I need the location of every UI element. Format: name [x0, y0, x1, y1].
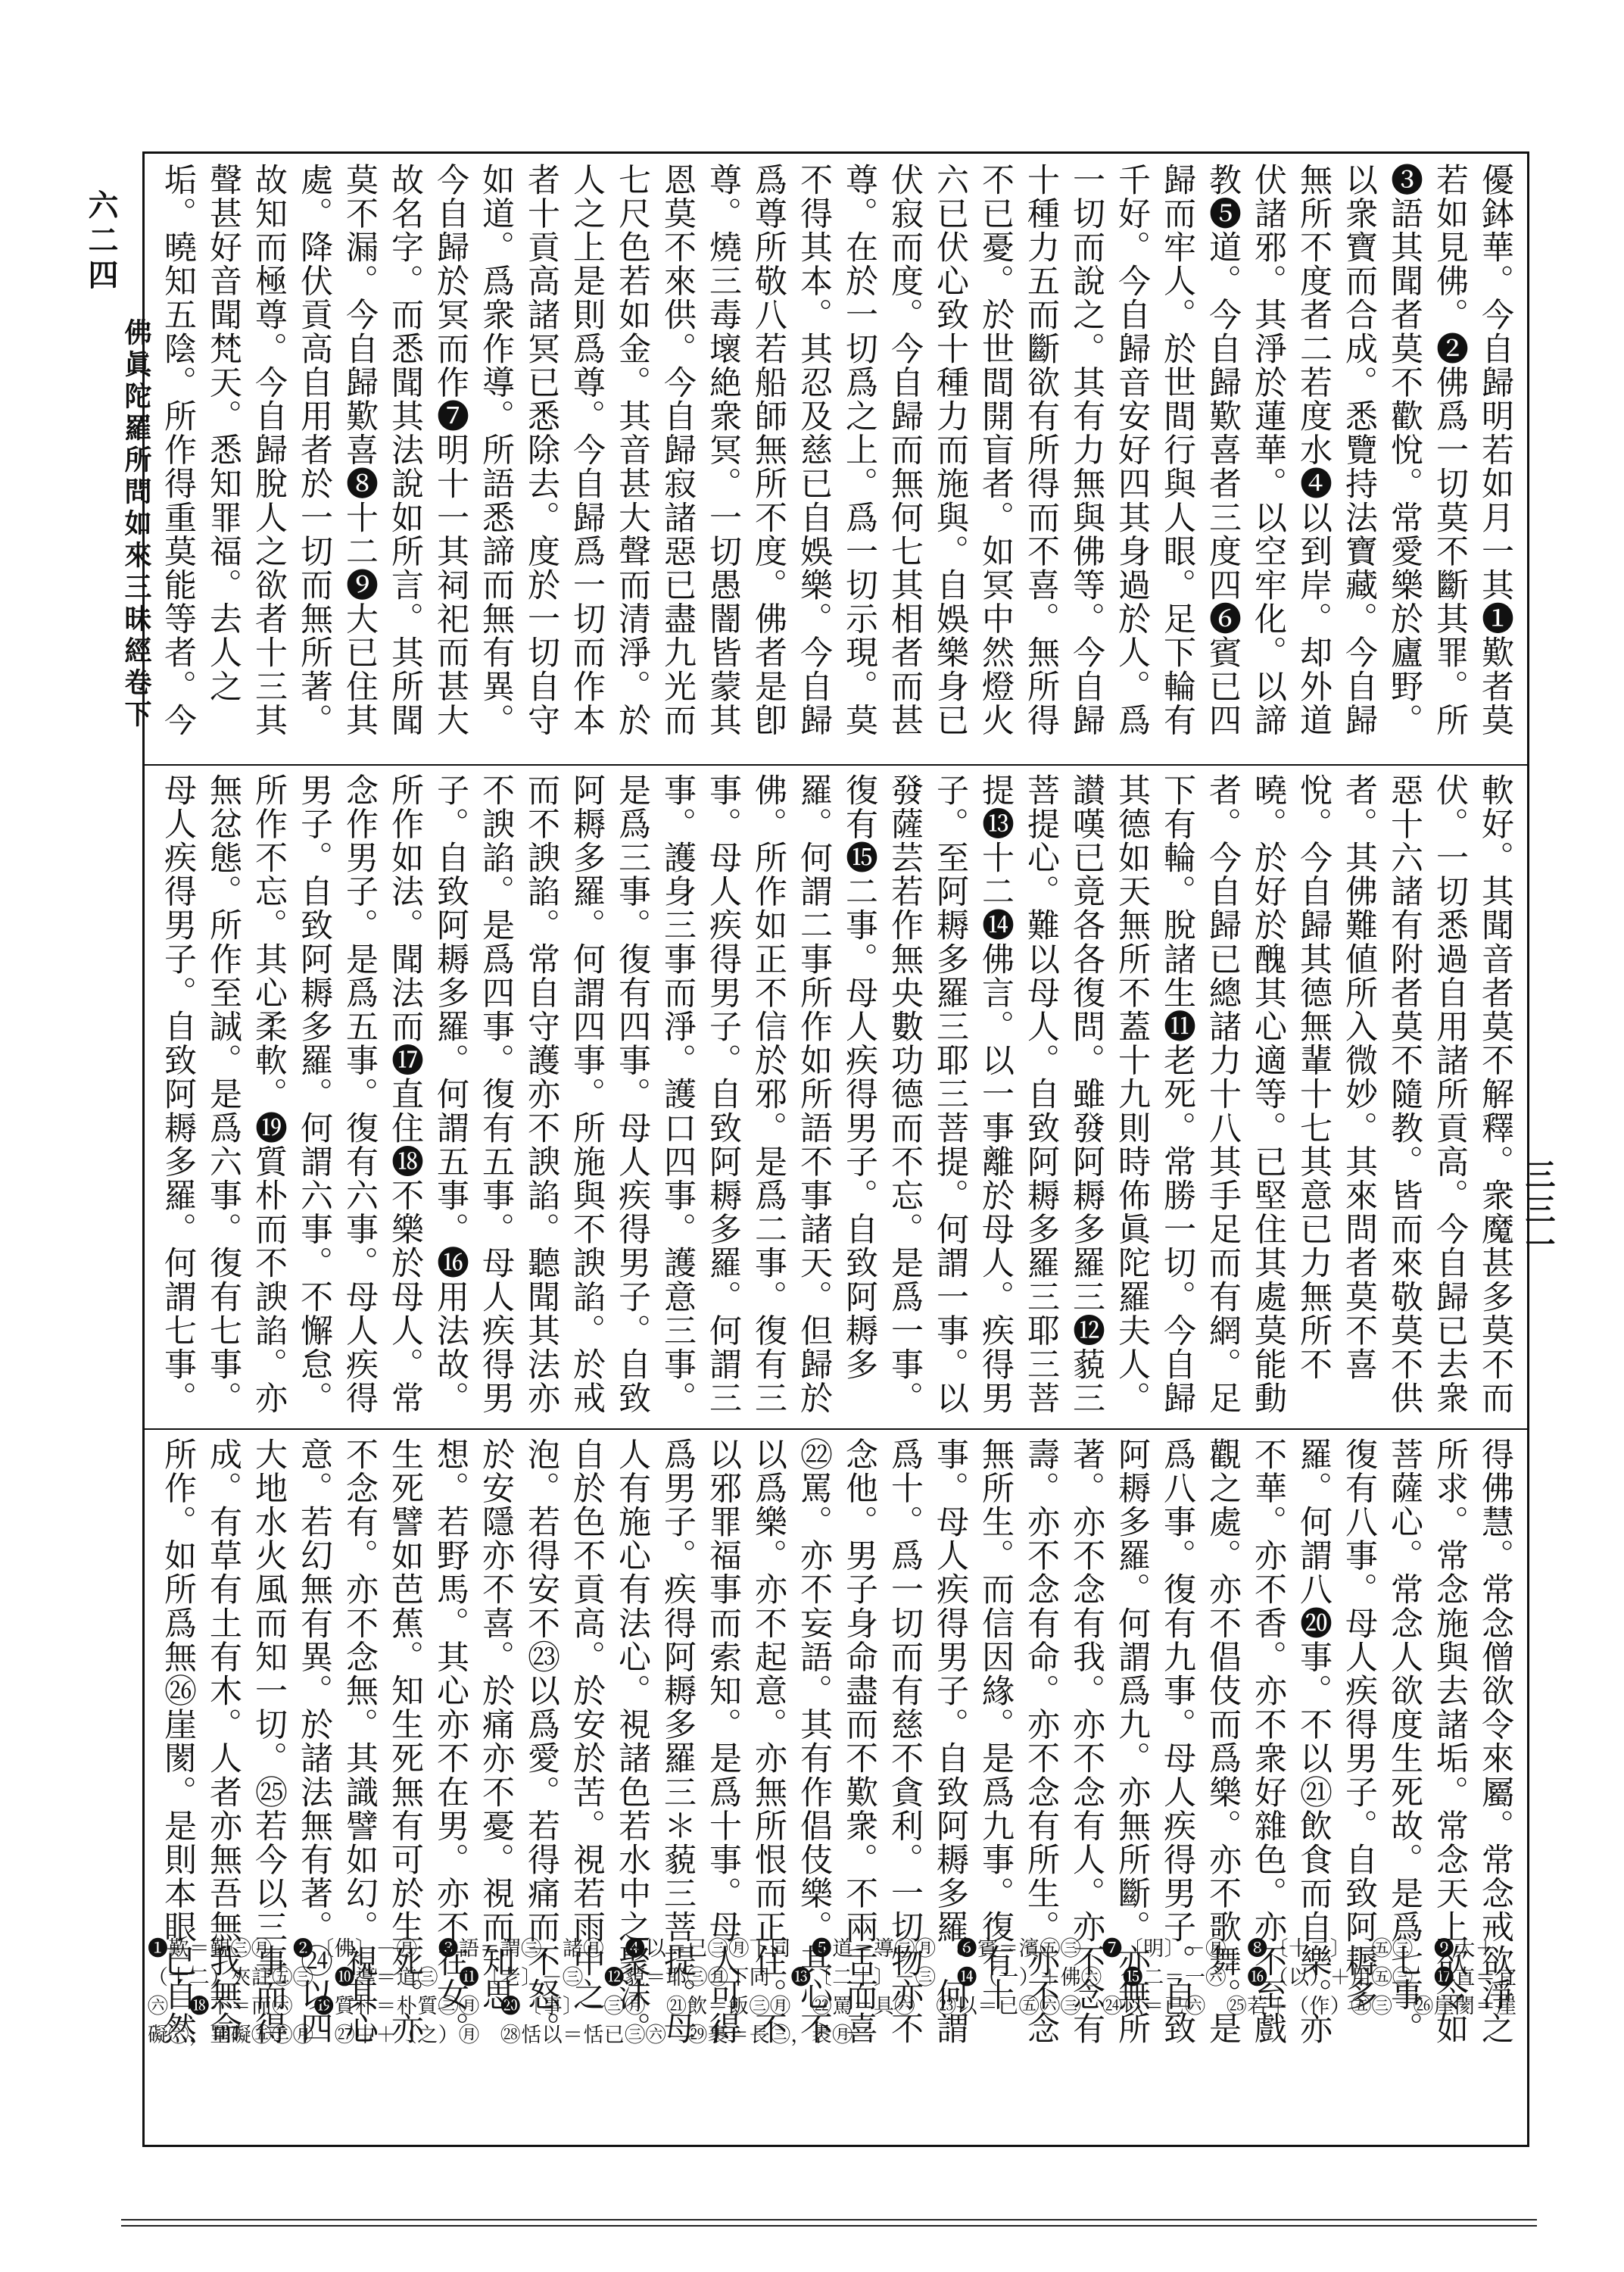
- bottom-rule: [121, 2219, 1537, 2221]
- page-number-right: 三三一: [1520, 1159, 1556, 1263]
- register-divider: [145, 1428, 1527, 1430]
- footnotes: ❶歎＝覲㊂㊊ ❷〔佛〕－㊊ ❸語＝謂㊂，諸㊊ ❹以＝已㊂㊊下同 ❺道＝導㊂㊊ ❻賓＝濱㊄㊂ ❼〔明〕－㊊ ❽〔十二〕－㊄㊂ ❾大＋（十二）夾註㊄㊂ ❿導＝道㊂ ⓫〔老〕－㊂ ⓬藐＝耶㊂㊊下同 ⓭〔二十〕－㊂ ⓮（一）＋佛㊅ ⓯二＝一㊅ ⓰（以）＋用㊄㊂ ⓱直＝宜㊅ ⓲不＝而㊅ ⓳質朴＝朴質㊂㊊ ⓴〔事〕－㊂㊊ ㉑飲＝飯㊂㊊ ㉒罵＝具㊅ ㉓以＝已㊄㊅㊂ ㉔以＝已㊅ ㉕若＋（作）㊄㊂ ㉖崖閡＝崖礙㊅，罣礙㊄㊂㊊ ㉗中＋（之）㊊ ㉘恬以＝恬已㊂㊅ ㉙裹＝長㊂，褁㊊: [148, 1937, 1517, 2047]
- page-number-left: 六二四: [83, 189, 119, 294]
- text-frame: [142, 151, 1529, 2147]
- register-middle: 軟好。其聞音者莫不解釋。衆魔甚多莫不而伏。一切悉過自用諸所貢高。今自歸已去衆惡十六諸有附者莫不隨教。皆而來敬莫不供者。其佛難値所入微妙。其來問者莫不喜悅。今自歸其德無輩十七其意已力無所不曉。於好於醜其心適等。已堅住其處莫能動者。今自歸已總諸力十八其手足而有網。足下有輪。脫諸生⓫老死。常勝一切。今自歸其德如天無所不蓋十九則時佈眞陀羅夫人。讃嘆已竟各各復問。雖發阿耨多羅三⓬藐三菩提心。難以母人。自致阿耨多羅三耶三菩提⓭十二⓮佛言。以一事離於母人。疾得男子。至阿耨多羅三耶三菩提。何謂一事。以發薩芸若作無央數功德而不忘。是爲一事。復有⓯二事。母人疾得男子。自致阿耨多羅。何謂二事所作如所語不事諸天。但歸於佛。所作如正不信於邪。是爲二事。復有三事。母人疾得男子。自致阿耨多羅。何謂三事。護身三事而淨。護口四事。護意三事。是爲三事。復有四事。母人疾得男子。自致阿耨多羅。何謂四事。所施與不諛諂。於戒而不諛諂。常自守護亦不諛諂。聽聞其法亦不諛諂。是爲四事。復有五事。母人疾得男子。自致阿耨多羅。何謂五事。⓰用法故。所作如法。聞法而⓱直住⓲不樂於母人。常念作男子。是爲五事。復有六事。母人疾得男子。自致阿耨多羅。何謂六事。不懈怠。所作不忘。其心柔軟。⓳質朴而不諛諂。亦無忿態。所作至誠。是爲六事。復有七事。母人疾得男子。自致阿耨多羅。何謂七事。: [159, 773, 1514, 1415]
- register-top: 優鉢華。今自歸明若如月一其❶歎者莫若如見佛。❷佛爲一切莫不斷其罪。所❸語其聞者莫不歡悅。常愛樂於廬野。以衆寶而合成。悉覽持法寶藏。今自歸無所不度者二若度水❹以到岸。却外道伏諸邪。其淨於蓮華。以空牢化。以諦教❺道。今自歸歎喜者三度四❻賓已四歸而牢人。於世間行與人眼。足下輪有千好。今自歸音安好四其身過於人。爲一切而說之。其有力無與佛等。今自歸十種力五而斷欲有所得而不喜。無所得不已憂。於世間開盲者。如冥中然燈火六已伏心致十種力而施與。自娛樂身已伏寂而度。今自歸而無何七其相者而甚尊。在於一切爲之上。爲一切示現。莫不得其本。其忍及慈已自娛樂。今自歸爲尊所敬八若船師無所不度。佛者是卽尊。燒三毒壞絶衆冥。一切愚闇皆蒙其恩莫不來供。今自歸寂諸惡已盡九光而七尺色若如金。其音甚大聲而清淨。於人之上是則爲尊。今自歸爲一切而作本者十貢高諸冥已悉除去。度於一切自守如道。爲衆作導。所語悉諦而無有異。今自歸於冥而作❼明十一其祠祀而甚大故名字。而悉聞其法說如所言。其所聞莫不漏。今自歸歎喜❽十二❾大已住其處。降伏貢高自用者於一切而無所著。故知而極尊。今自歸脫人之欲者十三其聲甚好音聞梵天。悉知罪福。去人之垢。曉知五陰。所作得重莫能等者。今: [159, 163, 1514, 738]
- register-bottom: 得佛慧。常念僧欲令來屬。常念戒欲淨之所求。常念施與去諸垢。常念天上欲令如菩薩心。常念人欲度生死故。是爲七事。復有八事。母人疾得男子。自致阿耨多羅。何謂八⓴事。不以㉑飲食而自樂。亦不華。亦不香。亦不衆好雜色。亦不至戲觀之處。亦不倡伎而爲樂。亦不歌舞。是爲八事。復有九事。母人疾得男子。自致阿耨多羅。何謂爲九。亦無所斷。亦無所著。亦不念有我。亦不念有人。亦不念有壽。亦不念有命。亦不念有所生。亦不念無所生。而信因緣。是爲九事。復有十事。母人疾得男子。自致阿耨多羅。何謂爲十。爲一切而有慈不貪利。一切物亦不念他。男子身命盡而不歎衆。不兩舌而喜㉒罵。亦不妄語。其有作倡伎樂。其心不以爲樂。亦不起意。亦無所恨而正住。不以邪罪福事而索知。是爲十事。母人可得爲男子。疾得阿耨多羅三＊藐三菩提。母人有施心有法心。視諸色若水中之聚沫。自於色不貢高。於安於苦。視若雨中之泡。若得安不㉓以爲愛。若得痛而不怒。於安隱亦不喜。於痛亦不憂。視而知思想。若野馬。其心亦不在男。亦不在女。生死譬如芭蕉。知生死無有可於生死。亦不念有。亦不念無。其識譬如幻。視其心意。若幻無有異。於諸法無有著。㉔以四大地水火風而知一切。㉕若今以三事而得成。有草有土有木。人者亦無吾無我無命所作。如所爲無㉖崖閡。是則本眼已自然: [159, 1437, 1514, 2046]
- running-title: 佛眞陀羅所問如來三昧經卷下: [120, 318, 152, 732]
- register-divider: [145, 764, 1527, 766]
- bottom-rule: [121, 2225, 1537, 2227]
- footnotes-area: [148, 1935, 1522, 2117]
